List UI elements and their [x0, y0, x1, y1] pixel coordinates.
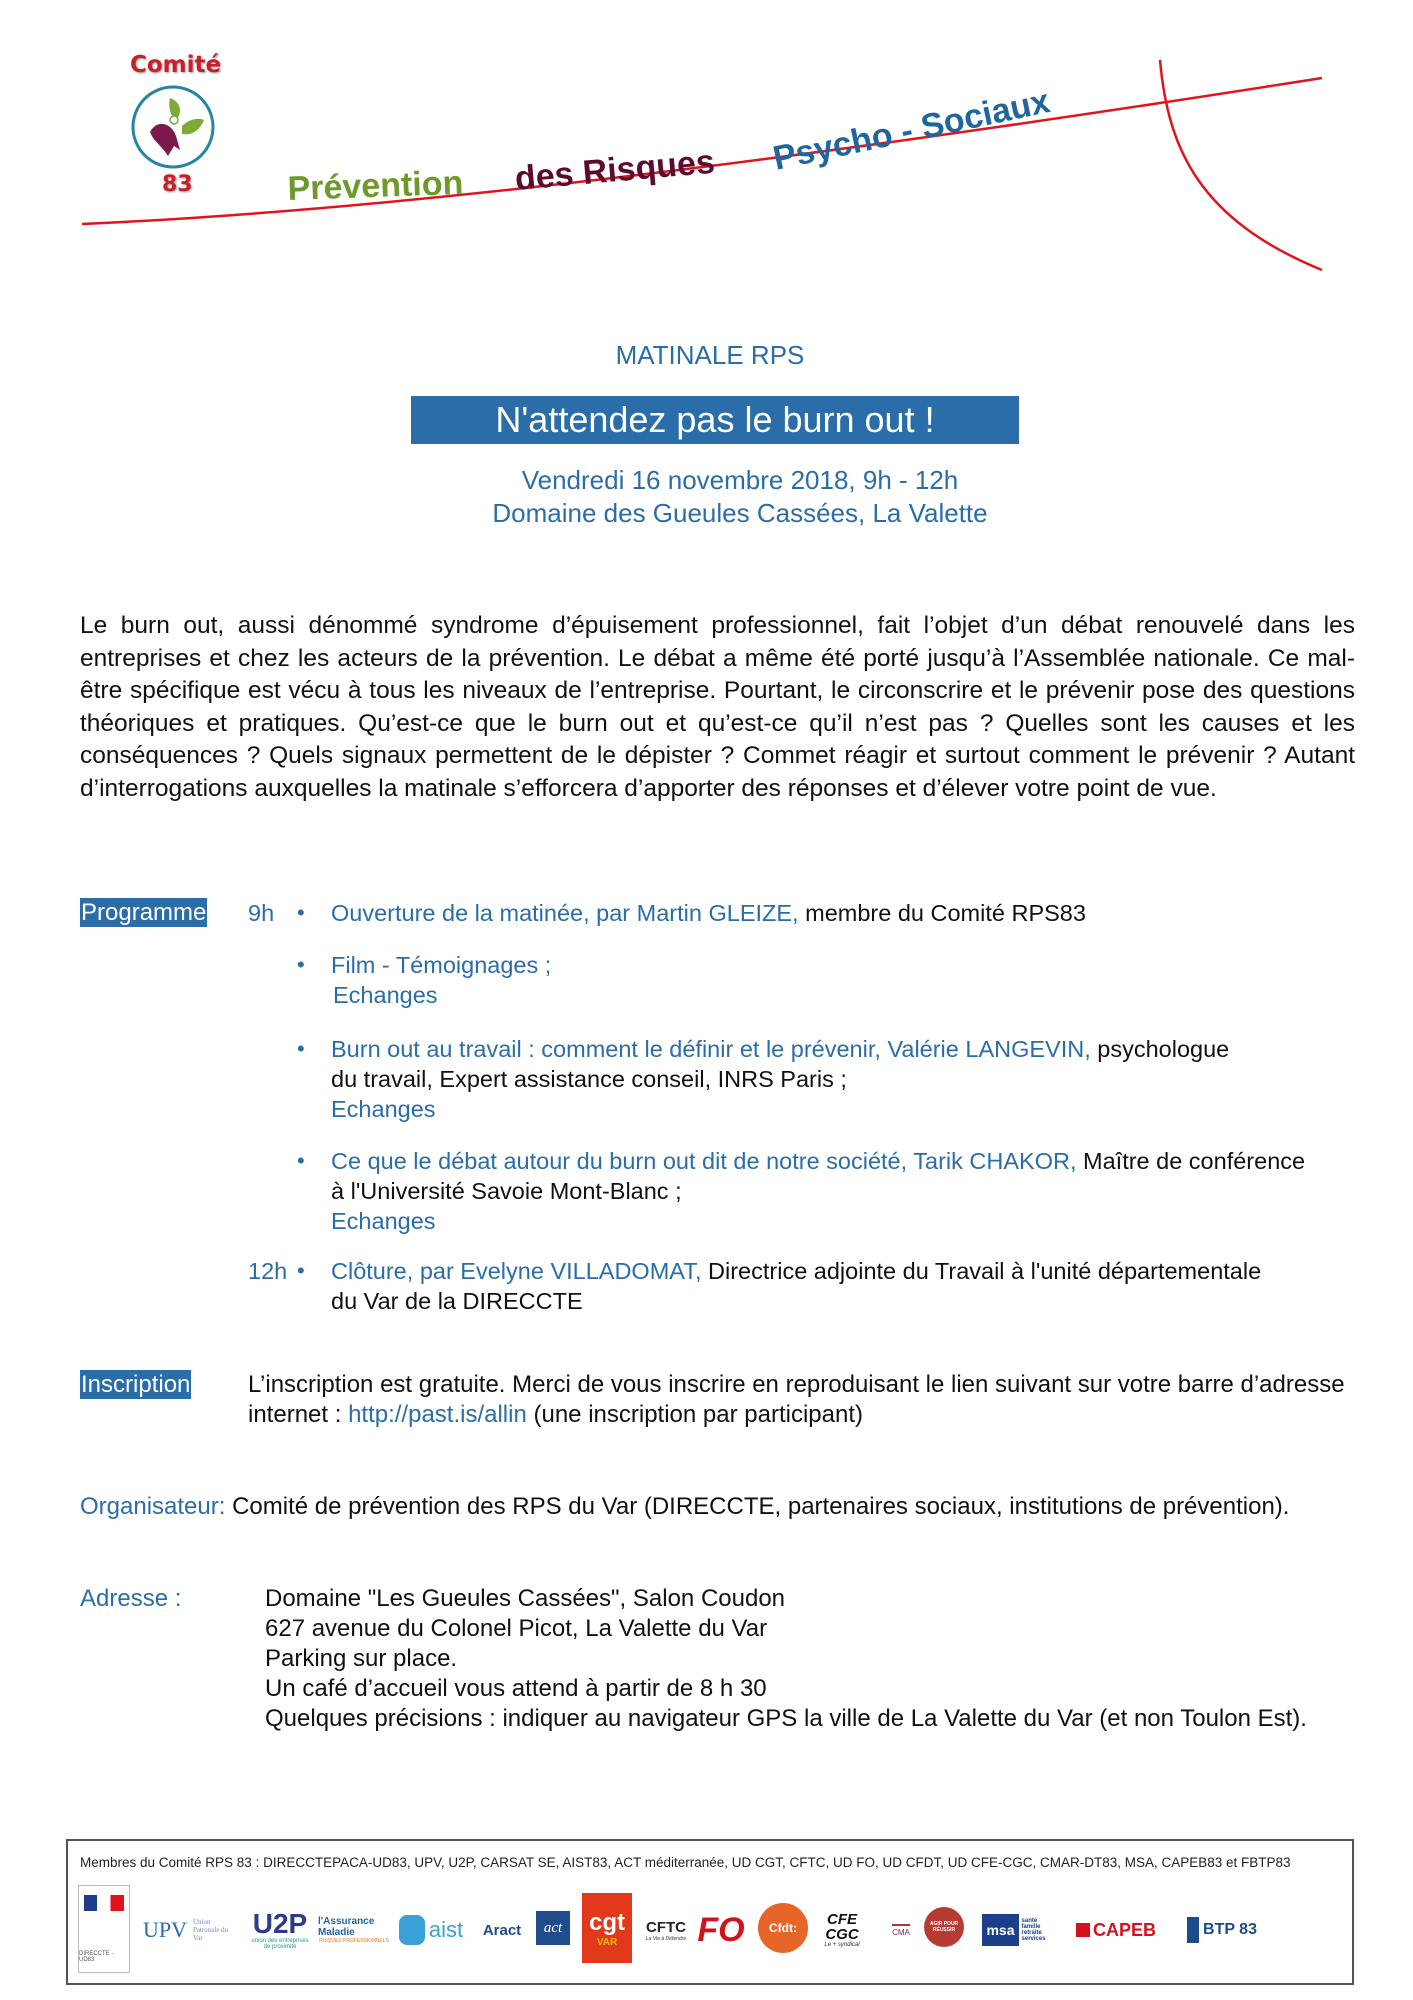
programme-item-title: Ce que le débat autour du burn out dit de notre société, Tarik CHAKOR,	[331, 1148, 1077, 1174]
capeb-logo: CAPEB	[1068, 1885, 1164, 1975]
programme-item-echanges: Echanges	[331, 1208, 436, 1234]
programme-item-desc: psychologue	[1090, 1036, 1230, 1062]
adresse-block	[265, 1584, 1385, 1734]
header-title-prevention: Prévention	[286, 163, 464, 208]
cftc-logo: CFTC La Vie à Défendre	[645, 1918, 687, 1942]
act-logo: act	[536, 1911, 570, 1945]
bullet-icon: •	[297, 900, 305, 925]
header-title-psycho: Psycho - Sociaux	[769, 82, 1054, 178]
republique-flag-icon	[84, 1895, 124, 1911]
u2p-logo: U2P union des entreprises de proximité	[251, 1908, 309, 1950]
organisateur-line	[80, 1492, 1380, 1522]
upv-logo: UPV Union Patronale du Var	[142, 1917, 229, 1942]
adresse-line: Domaine "Les Gueules Cassées", Salon Coudon	[265, 1585, 786, 1612]
programme-item-title: Ouverture de la matinée, par Martin GLEIZE,	[331, 900, 799, 926]
adresse-line: 627 avenue du Colonel Picot, La Valette du Var	[265, 1615, 768, 1642]
capeb-mark-icon	[1076, 1923, 1090, 1937]
btp-building-icon	[1187, 1917, 1199, 1943]
event-place: Domaine des Gueules Cassées, La Valette	[492, 498, 988, 528]
fo-logo: FO	[697, 1910, 745, 1949]
intro-paragraph: Le burn out, aussi dénommé syndrome d’épuisement professionnel, fait l’objet d’un débat renouvelé dans les entreprises et chez les acteurs de la prévention. Le débat a même été porté jusqu’à l’Assemblée nationale. Ce mal-être spécifique est vécu à tous les niveaux de l’entreprise. Pourtant, le circonscrire et le prévenir pose des questions théoriques et pratiques. Qu’est-ce que le burn out et qu’est-ce qu’il n’est pas ? Quelles sont les causes et les conséquences ? Quels signaux permettent de le dépister ? Commet réagir et surtout comment le prévenir ? Autant d’interrogations auxquelles la matinale s’efforcera d’apporter des réponses et d’élever votre point de vue.	[80, 612, 1355, 802]
btp83-logo: BTP 83	[1172, 1885, 1272, 1975]
adresse-line: Un café d’accueil vous attend à partir de 8 h 30	[265, 1675, 767, 1702]
programme-item-line2: du Var de la DIRECCTE	[331, 1288, 583, 1314]
cgt-logo: cgt VAR	[582, 1893, 632, 1963]
programme-item-echanges: Echanges	[333, 982, 438, 1008]
programme-label: Programme	[81, 899, 207, 926]
cfe-cgc-logo: CFE CGC Le + syndical	[824, 1911, 860, 1948]
agir-logo: AGIR POUR RÉUSSIR	[924, 1907, 964, 1947]
programme-item-line2: à l'Université Savoie Mont-Blanc ;	[331, 1178, 682, 1204]
programme-time: 9h	[248, 900, 275, 926]
assurance-maladie-logo: l'Assurance Maladie RISQUES PROFESSIONNELS	[318, 1916, 389, 1944]
aract-logo: Aract	[482, 1921, 522, 1939]
programme-item-line2: du travail, Expert assistance conseil, INRS Paris ;	[331, 1066, 847, 1092]
logo-83-text: 83	[162, 172, 193, 197]
organisateur-text: Comité de prévention des RPS du Var (DIRECCTE, partenaires sociaux, institutions de prévention).	[225, 1493, 1290, 1520]
inscription-line2: internet : http://past.is/allin (une inscription par participant)	[248, 1401, 863, 1428]
adresse-line: Parking sur place.	[265, 1645, 458, 1672]
inscription-label: Inscription	[81, 1371, 191, 1398]
logo-comite-text: Comité	[130, 52, 222, 78]
members-text: Membres du Comité RPS 83 : DIRECCTEPACA-UD83, UPV, U2P, CARSAT SE, AIST83, ACT méditerranée, UD CGT, CFTC, UD FO, UD CFDT, UD CFE-CGC, CMAR-DT83, MSA, CAPEB83 et FBTP83	[80, 1855, 1291, 1870]
organisateur-label: Organisateur:	[80, 1493, 226, 1520]
adresse-line: Quelques précisions : indiquer au navigateur GPS la ville de La Valette du Var (et non Toulon Est).	[265, 1705, 1307, 1732]
header-title-risques: des Risques	[513, 142, 717, 198]
programme-time: 12h	[248, 1258, 288, 1284]
programme-item-title: Film - Témoignages ;	[331, 952, 552, 978]
bullet-icon: •	[297, 952, 305, 977]
comite-83-logo	[120, 50, 245, 210]
programme-item-desc: membre du Comité RPS83	[798, 900, 1086, 926]
programme-item-desc: Directrice adjointe du Travail à l'unité départementale	[701, 1258, 1262, 1284]
event-date: Vendredi 16 novembre 2018, 9h - 12h	[521, 465, 959, 495]
bullet-icon: •	[297, 1258, 305, 1283]
inscription-text	[248, 1370, 1368, 1430]
programme-item-desc: Maître de conférence	[1076, 1148, 1306, 1174]
bullet-icon: •	[297, 1036, 305, 1061]
aist-logo: aist	[396, 1885, 466, 1975]
adresse-label: Adresse :	[80, 1585, 182, 1612]
cfdt-logo: Cfdt:	[758, 1903, 808, 1953]
caduceus-icon	[399, 1915, 425, 1945]
programme-item-title: Burn out au travail : comment le définir et le prévenir, Valérie LANGEVIN,	[331, 1036, 1091, 1062]
bullet-icon: •	[297, 1148, 305, 1173]
programme-item-title: Clôture, par Evelyne VILLADOMAT,	[331, 1258, 702, 1284]
msa-logo: msa santé famille retraite services	[980, 1885, 1060, 1975]
registration-link[interactable]: http://past.is/allin	[348, 1401, 527, 1428]
inscription-line1: L’inscription est gratuite. Merci de vous inscrire en reproduisant le lien suivant sur votre barre d’adresse	[248, 1371, 1345, 1398]
members-footer	[66, 1839, 1354, 1985]
event-banner-title: N'attendez pas le burn out !	[411, 396, 1019, 444]
logo-emblem-icon	[130, 84, 216, 170]
directe-logo: DIRECCTE - UD83	[78, 1885, 130, 1973]
cma-logo: CMA	[878, 1885, 924, 1975]
programme-item-echanges: Echanges	[331, 1096, 436, 1122]
event-kicker: MATINALE RPS	[615, 340, 805, 370]
